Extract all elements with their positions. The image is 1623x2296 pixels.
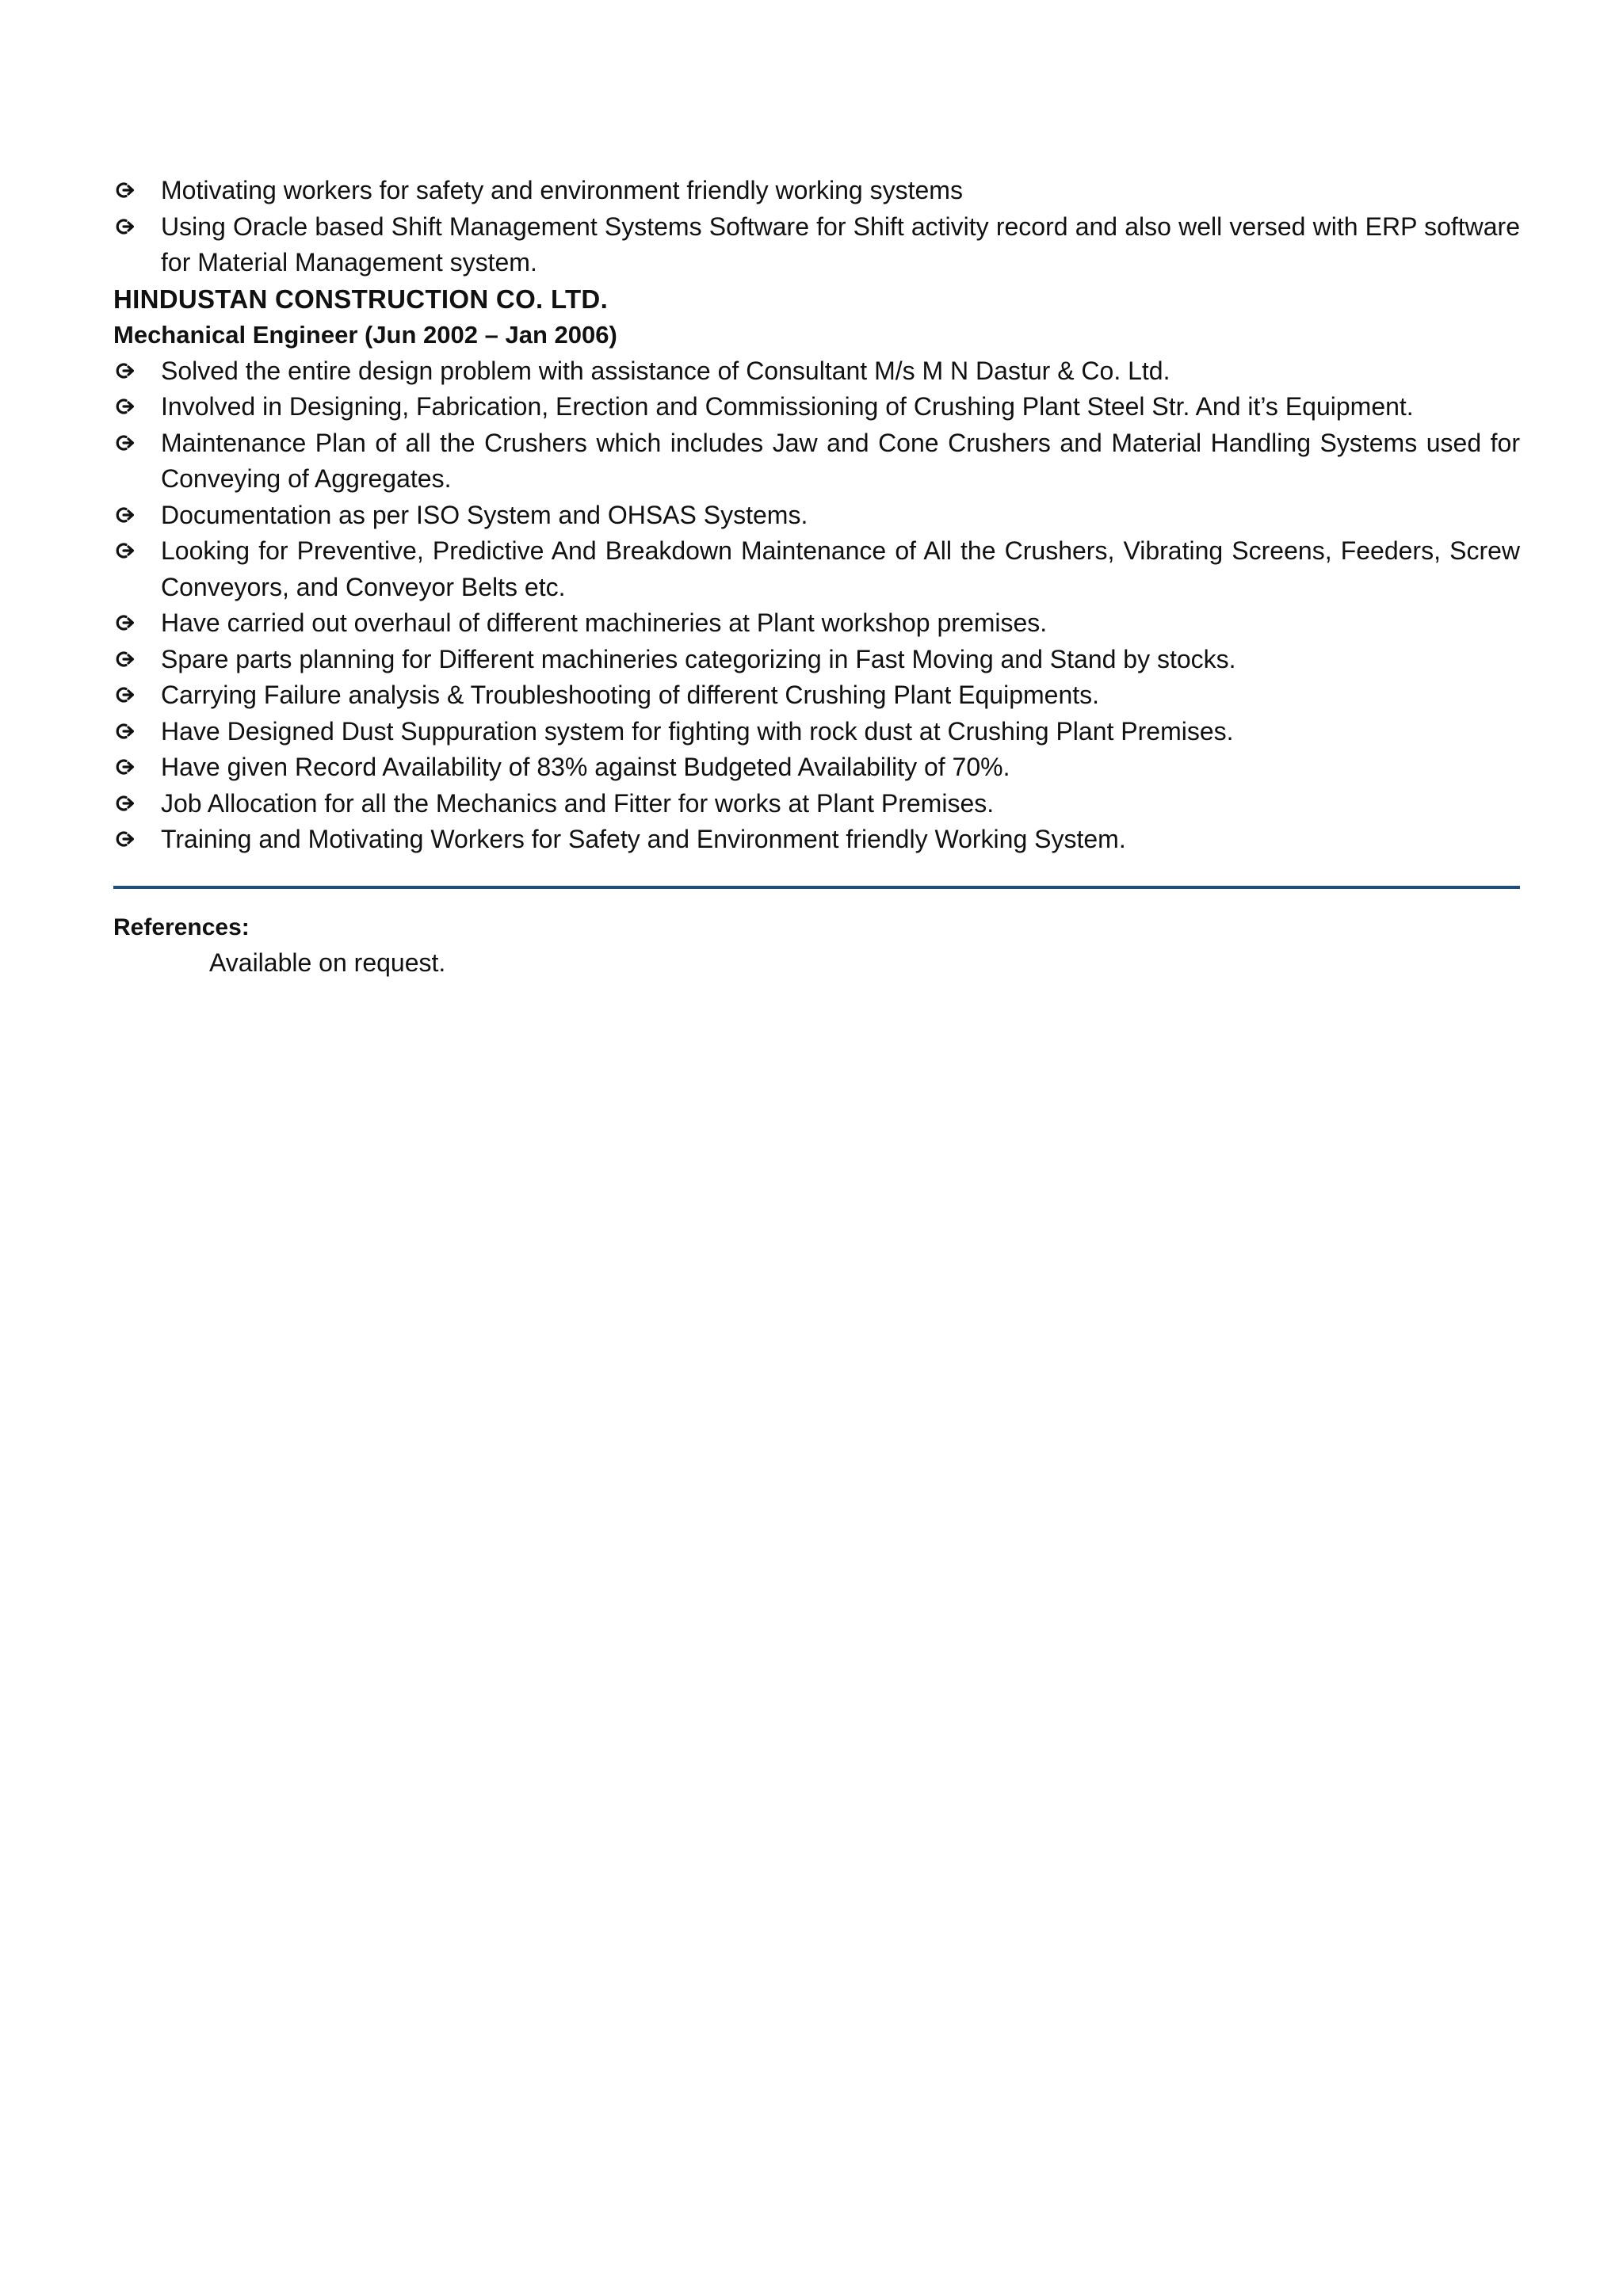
arrow-bullet-icon — [115, 361, 134, 380]
arrow-bullet-icon — [115, 433, 134, 452]
list-item — [113, 605, 1520, 642]
job-role: Mechanical Engineer (Jun 2002 – Jan 2006) — [113, 320, 617, 349]
company-name: HINDUSTAN CONSTRUCTION CO. LTD. — [113, 284, 609, 314]
bullet-text: Training and Motivating Workers for Safety and Environment friendly Working System. — [161, 825, 1126, 853]
bullet-text: Maintenance Plan of all the Crushers which includes Jaw and Cone Crushers and Material Handling Systems used for Conveying of Aggregates. — [161, 428, 1520, 493]
list-item — [113, 749, 1520, 786]
role-bullet-list — [113, 353, 1520, 858]
arrow-bullet-icon — [115, 794, 134, 813]
bullet-text: Solved the entire design problem with assistance of Consultant M/s M N Dastur & Co. Ltd. — [161, 356, 1170, 385]
list-item — [113, 389, 1520, 425]
list-item — [113, 533, 1520, 605]
arrow-bullet-icon — [115, 830, 134, 849]
arrow-bullet-icon — [115, 685, 134, 704]
bullet-text: Have given Record Availability of 83% against Budgeted Availability of 70%. — [161, 753, 1010, 781]
bullet-text: Carrying Failure analysis & Troubleshooting of different Crushing Plant Equipments. — [161, 681, 1100, 709]
bullet-text: Spare parts planning for Different machineries categorizing in Fast Moving and Stand by stocks. — [161, 644, 1236, 673]
bullet-text: Have Designed Dust Suppuration system for fighting with rock dust at Crushing Plant Premises. — [161, 716, 1234, 746]
list-item — [113, 786, 1520, 822]
list-item — [113, 714, 1520, 750]
list-item — [113, 642, 1520, 678]
arrow-bullet-icon — [115, 217, 134, 236]
section-divider — [113, 886, 1520, 889]
bullet-text: Using Oracle based Shift Management Systems Software for Shift activity record and also well versed with ERP software for Material Management system. — [161, 212, 1520, 277]
references-heading: References: — [113, 913, 250, 940]
list-item — [113, 498, 1520, 534]
list-item — [113, 353, 1520, 390]
bullet-text: Involved in Designing, Fabrication, Erection and Commissioning of Crushing Plant Steel Str. And it’s Equipment. — [161, 392, 1414, 421]
references-text: Available on request. — [209, 948, 446, 977]
arrow-bullet-icon — [115, 505, 134, 524]
resume-page — [113, 173, 1520, 981]
list-item — [113, 822, 1520, 858]
list-item — [113, 677, 1520, 714]
bullet-text: Motivating workers for safety and environment friendly working systems — [161, 176, 963, 204]
bullet-text: Have carried out overhaul of different machineries at Plant workshop premises. — [161, 608, 1048, 637]
arrow-bullet-icon — [115, 722, 134, 741]
intro-bullet-list — [113, 173, 1520, 281]
arrow-bullet-icon — [115, 757, 134, 776]
list-item — [113, 209, 1520, 281]
arrow-bullet-icon — [115, 541, 134, 560]
arrow-bullet-icon — [115, 613, 134, 632]
bullet-text: Looking for Preventive, Predictive And Breakdown Maintenance of All the Crushers, Vibrating Screens, Feeders, Screw Conveyors, and Conveyor Belts etc. — [161, 536, 1520, 601]
bullet-text: Documentation as per ISO System and OHSAS Systems. — [161, 500, 808, 529]
bullet-text: Job Allocation for all the Mechanics and Fitter for works at Plant Premises. — [161, 788, 995, 818]
arrow-bullet-icon — [115, 397, 134, 416]
list-item — [113, 173, 1520, 209]
arrow-bullet-icon — [115, 650, 134, 669]
arrow-bullet-icon — [115, 181, 134, 200]
list-item — [113, 425, 1520, 498]
